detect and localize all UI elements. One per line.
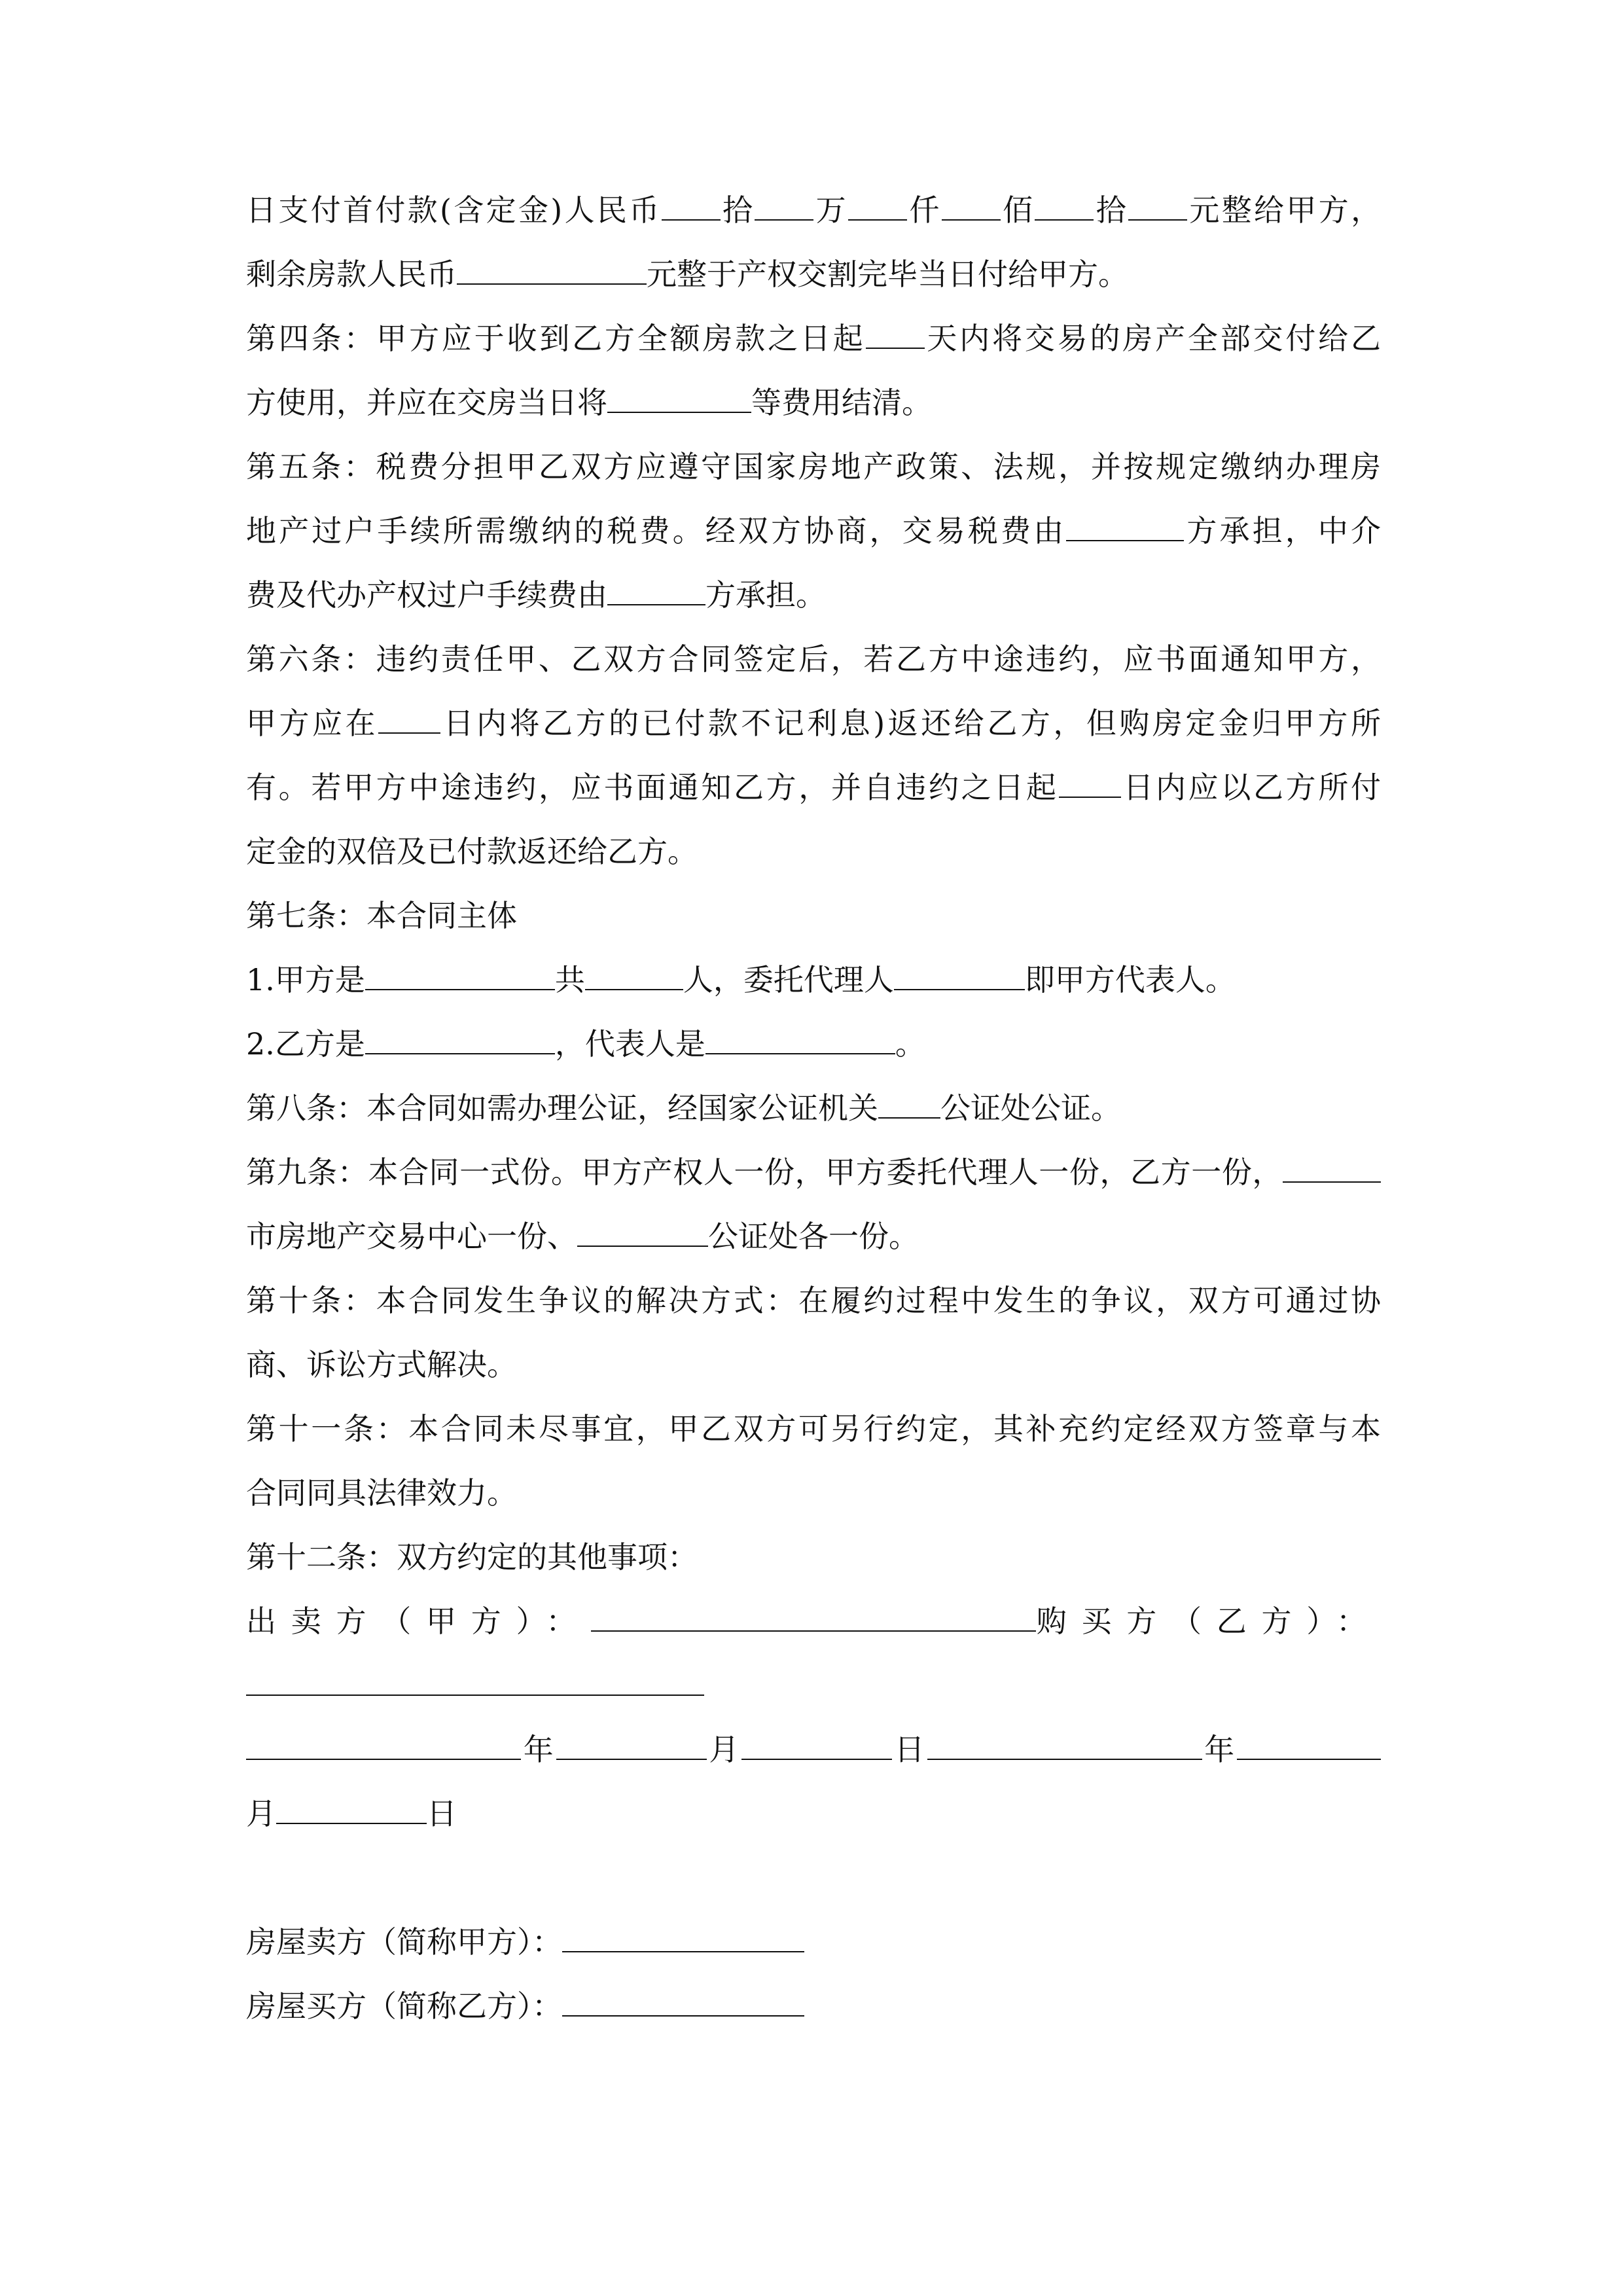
text: 年 — [1202, 1732, 1237, 1767]
seller-name-field[interactable] — [562, 1917, 804, 1952]
text: 年 — [521, 1732, 556, 1767]
party-b-line — [246, 1012, 1381, 1076]
clause-7-heading — [246, 884, 1381, 948]
text: 月 — [246, 1796, 276, 1831]
text: 1.甲方是 — [246, 962, 365, 997]
text: 公证处各一份。 — [708, 1219, 919, 1254]
text: 剩余房款人民币 — [246, 257, 457, 292]
clause-line — [246, 1204, 1381, 1268]
text: 万 — [813, 192, 848, 228]
seller-caption: 房屋卖方（简称甲方）： — [246, 1924, 562, 1960]
blank-field[interactable] — [365, 955, 555, 990]
clause-line — [246, 370, 1381, 435]
text: 合同同具法律效力。 — [246, 1475, 517, 1511]
text: 共 — [554, 962, 585, 997]
blank-field[interactable] — [365, 1019, 555, 1054]
blank-field[interactable] — [585, 955, 683, 990]
blank-field[interactable] — [1237, 1725, 1381, 1760]
text: 有。若甲方中途违约，应书面通知乙方，并自违约之日起 — [246, 770, 1059, 805]
clause-12-heading — [246, 1525, 1381, 1589]
blank-field[interactable] — [894, 955, 1025, 990]
blank-field[interactable] — [878, 1083, 940, 1119]
text: 第九条：本合同一式份。甲方产权人一份，甲方委托代理人一份，乙方一份， — [246, 1155, 1283, 1190]
buyer-line — [246, 1974, 1381, 2038]
blank-field[interactable] — [866, 314, 925, 349]
clause-9-line — [246, 1140, 1381, 1204]
clause-6-line — [246, 627, 1381, 691]
clause-line — [246, 691, 1381, 755]
seller-signature-field[interactable] — [591, 1596, 1036, 1632]
buyer-label: 购买方（乙方）： — [1036, 1604, 1381, 1639]
text: 拾 — [720, 192, 755, 228]
text: 甲方应在 — [246, 706, 379, 741]
text: 拾 — [1094, 192, 1129, 228]
text: 日 — [892, 1732, 927, 1767]
blank-field[interactable] — [1283, 1147, 1381, 1183]
blank-field[interactable] — [577, 1211, 708, 1247]
blank-field[interactable] — [276, 1789, 427, 1824]
text: 日内应以乙方所付 — [1120, 770, 1382, 805]
blank-field[interactable] — [662, 185, 721, 221]
text: 月 — [706, 1732, 741, 1767]
text: 公证处公证。 — [940, 1090, 1121, 1126]
date-line — [246, 1717, 1381, 1782]
party-a-line — [246, 948, 1381, 1012]
text: 天内将交易的房产全部交付给乙 — [924, 321, 1382, 356]
blank-field[interactable] — [607, 378, 751, 413]
text: 定金的双倍及已付款返还给乙方。 — [246, 834, 698, 869]
clause-8-line — [246, 1076, 1381, 1140]
text: 元整于产权交割完毕当日付给甲方。 — [647, 257, 1128, 292]
clause-line — [246, 1333, 1381, 1397]
blank-field[interactable] — [1035, 185, 1094, 221]
text: 费及代办产权过户手续费由 — [246, 577, 607, 613]
blank-field[interactable] — [246, 1725, 521, 1760]
clause-5-line — [246, 435, 1381, 499]
text: 日内将乙方的已付款不记利息)返还给乙方，但购房定金归甲方所 — [440, 706, 1382, 741]
buyer-signature-field[interactable] — [246, 1660, 704, 1696]
text: 。 — [895, 1026, 925, 1062]
text: 即甲方代表人。 — [1024, 962, 1236, 997]
blank-field[interactable] — [942, 185, 1001, 221]
text: 第十条：本合同发生争议的解决方式：在履约过程中发生的争议，双方可通过协 — [246, 1283, 1381, 1318]
clause-4-line — [246, 306, 1381, 370]
clause-line — [246, 819, 1381, 884]
blank-field[interactable] — [1066, 506, 1184, 541]
text: 日支付首付款(含定金)人民币 — [246, 192, 662, 228]
contract-text — [246, 178, 1381, 2038]
text: 方承担，中介 — [1184, 513, 1382, 548]
text: 日 — [427, 1796, 457, 1831]
clause-line — [246, 499, 1381, 563]
text: 第五条：税费分担甲乙双方应遵守国家房地产政策、法规，并按规定缴纳办理房 — [246, 449, 1381, 484]
text: 2.乙方是 — [246, 1026, 365, 1062]
blank-field[interactable] — [556, 1725, 707, 1760]
seller-label: 出卖方（甲方）： — [246, 1604, 591, 1639]
date-line-continued — [246, 1782, 1381, 1846]
buyer-name-field[interactable] — [562, 1981, 804, 2017]
text: 元整给甲方， — [1187, 192, 1382, 228]
signature-parties-line — [246, 1589, 1381, 1653]
blank-field[interactable] — [1059, 762, 1121, 798]
text: 市房地产交易中心一份、 — [246, 1219, 577, 1254]
blank-field[interactable] — [705, 1019, 895, 1054]
text: 商、诉讼方式解决。 — [246, 1347, 517, 1382]
blank-field[interactable] — [741, 1725, 892, 1760]
blank-field[interactable] — [607, 570, 705, 605]
blank-field[interactable] — [457, 249, 647, 285]
text: 第四条：甲方应于收到乙方全额房款之日起 — [246, 321, 866, 356]
clause-11-line — [246, 1397, 1381, 1461]
clause-line — [246, 242, 1381, 306]
clause-line-payment — [246, 178, 1381, 242]
clause-line — [246, 755, 1381, 819]
text: 第八条：本合同如需办理公证，经国家公证机关 — [246, 1090, 878, 1126]
buyer-caption: 房屋买方（简称乙方）： — [246, 1988, 562, 2024]
text: 地产过户手续所需缴纳的税费。经双方协商，交易税费由 — [246, 513, 1067, 548]
text: 方使用，并应在交房当日将 — [246, 385, 607, 420]
blank-field[interactable] — [378, 698, 440, 734]
clause-line — [246, 1461, 1381, 1525]
text: 方承担。 — [705, 577, 826, 613]
text: 第六条：违约责任甲、乙双方合同签定后，若乙方中途违约，应书面通知甲方， — [246, 641, 1381, 677]
buyer-signature-line — [246, 1653, 1381, 1717]
text: 等费用结清。 — [751, 385, 932, 420]
blank-field[interactable] — [755, 185, 813, 221]
seller-line — [246, 1910, 1381, 1974]
text: 佰 — [1000, 192, 1035, 228]
blank-field[interactable] — [848, 185, 907, 221]
text: 第十二条：双方约定的其他事项： — [246, 1539, 698, 1575]
text: 人，委托代理人 — [683, 962, 894, 997]
clause-line — [246, 563, 1381, 627]
text: 第七条：本合同主体 — [246, 898, 517, 933]
blank-field[interactable] — [927, 1725, 1202, 1760]
text: ，代表人是 — [554, 1026, 705, 1062]
text: 第十一条：本合同未尽事宜，甲乙双方可另行约定，其补充约定经双方签章与本 — [246, 1411, 1381, 1446]
spacer — [246, 1846, 1381, 1910]
clause-10-line — [246, 1268, 1381, 1333]
blank-field[interactable] — [1128, 185, 1187, 221]
text: 仟 — [906, 192, 942, 228]
